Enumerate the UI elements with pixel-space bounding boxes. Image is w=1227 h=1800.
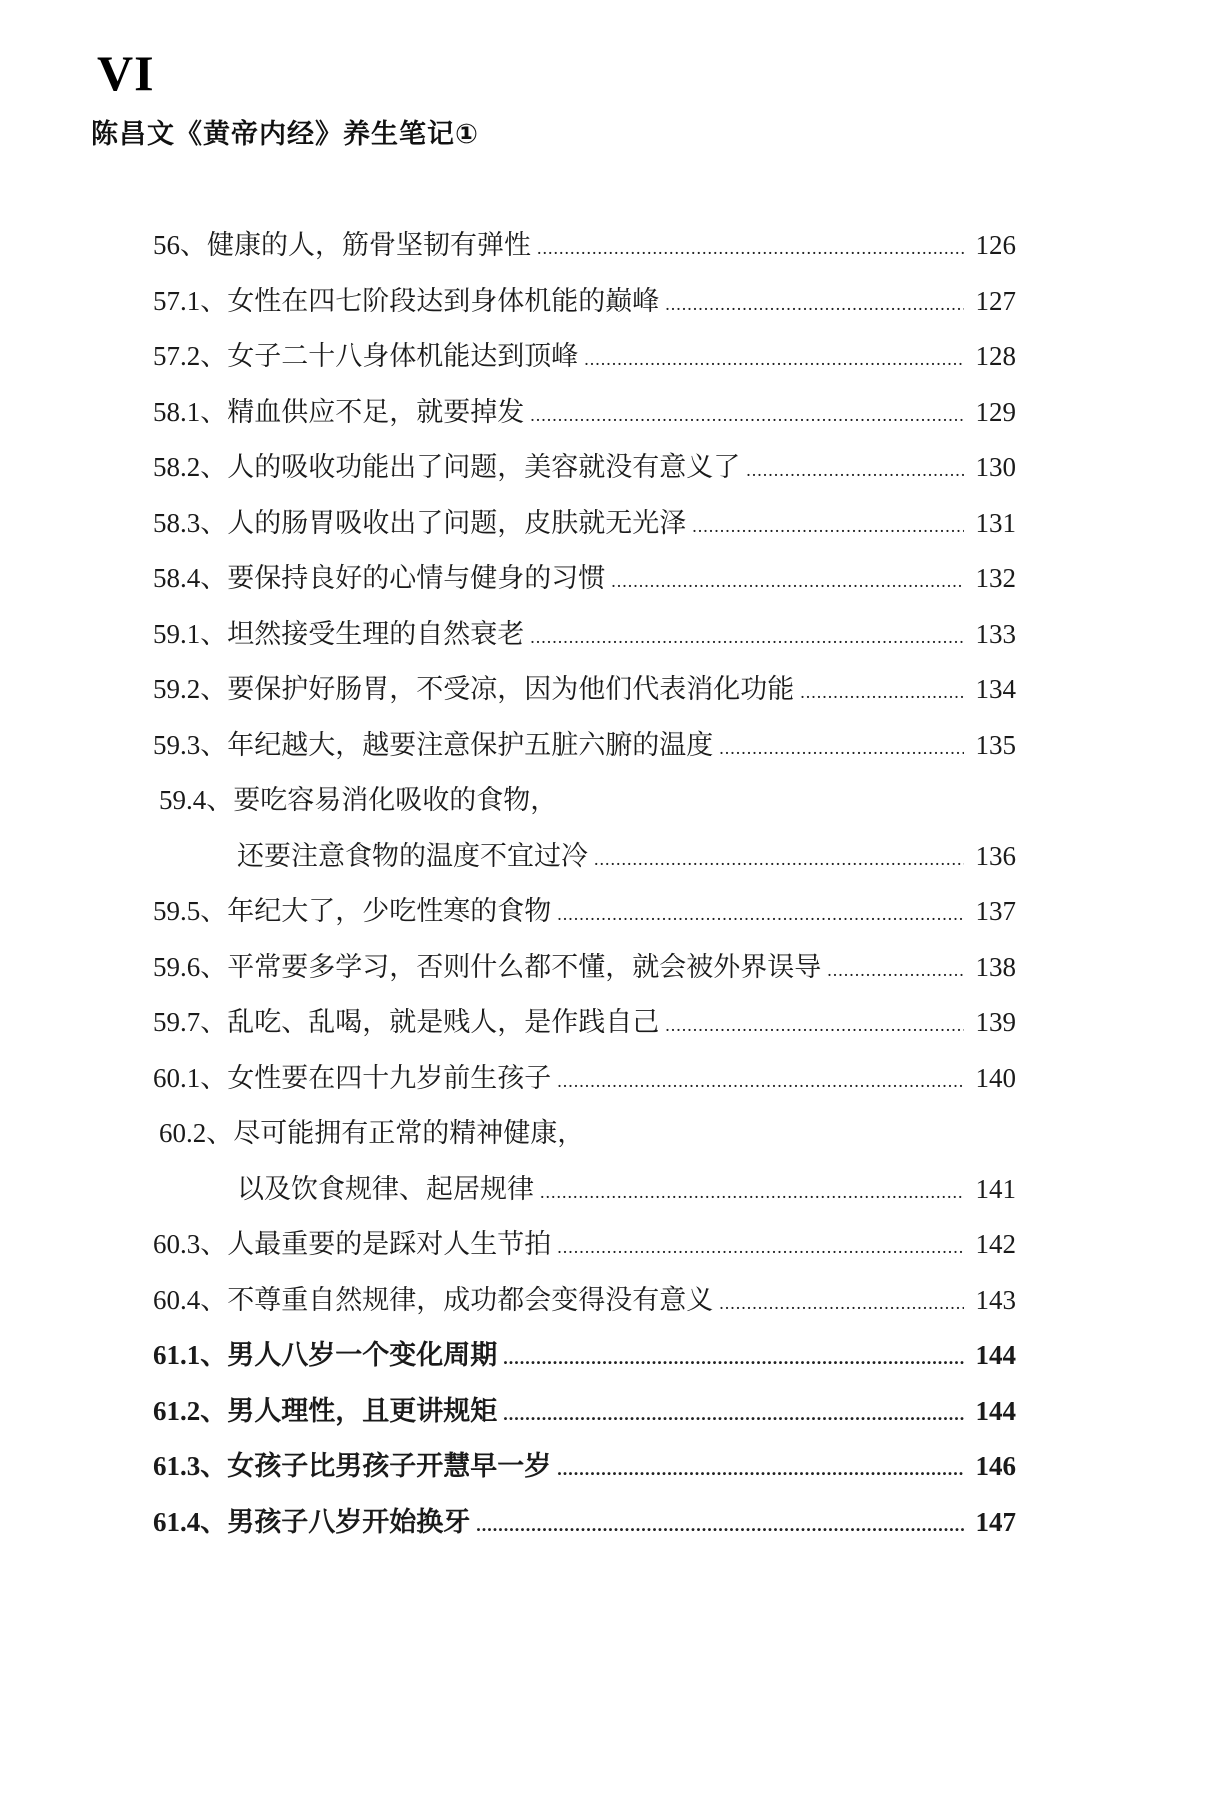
- leader-dots: [557, 1220, 964, 1276]
- toc-entry-number: 58.3、: [153, 507, 228, 538]
- toc-entry-number: 56、: [153, 230, 207, 260]
- leader-dots: [827, 943, 964, 999]
- toc-entry-page: 146: [975, 1451, 1016, 1481]
- toc-entry-page: 131: [975, 507, 1016, 538]
- leader-dots: [665, 998, 964, 1054]
- toc-entry-title: 女性要在四十九岁前生孩子: [227, 1062, 552, 1094]
- toc-entry: [153, 496, 1016, 552]
- toc-entry-page: 134: [975, 674, 1016, 704]
- toc-entry: [153, 1439, 1016, 1495]
- toc-entry: [153, 1106, 1016, 1162]
- toc-entry-page: 143: [975, 1284, 1016, 1315]
- toc-entry: [153, 329, 1016, 385]
- toc-entry-title: 健康的人，筋骨坚韧有弹性: [207, 230, 531, 261]
- page-number: VI: [97, 45, 155, 101]
- toc-entry-number: 59.3、: [153, 729, 228, 760]
- toc-entry-page: 132: [975, 563, 1016, 593]
- toc-entry-page: 141: [975, 1173, 1016, 1204]
- book-title: 陈昌文《黄帝内经》养生笔记①: [91, 119, 479, 150]
- toc-entry-number: 59.6、: [153, 951, 228, 982]
- toc-entry-number: 58.1、: [153, 396, 228, 427]
- toc-entry-title: 男人理性，且更讲规矩: [227, 1395, 498, 1427]
- toc-entry: [153, 1495, 1016, 1551]
- toc-entry-page: 139: [975, 1007, 1016, 1037]
- toc-entry-number: 58.4、: [153, 563, 228, 593]
- leader-dots: [537, 221, 964, 277]
- toc-entry-title-line2: 还要注意食物的温度不宜过冷: [237, 840, 588, 872]
- toc-entry-title: 精血供应不足，就要掉发: [227, 396, 525, 428]
- toc-entry: [153, 773, 1016, 829]
- toc-entry-page: 140: [975, 1062, 1016, 1093]
- toc-entry-title: 女性在四七阶段达到身体机能的巅峰: [227, 285, 660, 317]
- toc-entry-page: 126: [975, 230, 1016, 260]
- toc-entry-title: 要保护好肠胃，不受凉，因为他们代表消化功能: [227, 674, 795, 705]
- leader-dots: [530, 610, 964, 666]
- leader-dots: [800, 665, 964, 721]
- toc-entry-number: 61.2、: [153, 1395, 228, 1426]
- toc-entry-title: 乱吃、乱喝，就是贱人，是作践自己: [227, 1007, 660, 1038]
- table-of-contents: [153, 218, 1016, 1550]
- leader-dots: [594, 832, 964, 888]
- leader-dots: [665, 277, 964, 333]
- toc-entry-page: 135: [975, 729, 1016, 760]
- toc-entry-title: 年纪越大，越要注意保护五脏六腑的温度: [227, 729, 714, 761]
- leader-dots: [503, 1387, 964, 1443]
- leader-dots: [557, 1442, 964, 1498]
- leader-dots: [476, 1498, 964, 1554]
- leader-dots: [611, 554, 964, 610]
- leader-dots: [719, 721, 964, 777]
- toc-entry-number: 59.4、: [159, 785, 234, 815]
- toc-entry-page: 144: [975, 1340, 1016, 1370]
- toc-entry: [153, 940, 1016, 996]
- toc-entry-title-line2: 以及饮食规律、起居规律: [237, 1173, 534, 1205]
- toc-entry-number: 61.4、: [153, 1506, 228, 1537]
- toc-entry-number: 59.2、: [153, 674, 228, 704]
- toc-entry-title: 要吃容易消化吸收的食物，: [233, 785, 558, 816]
- toc-entry-page: 136: [975, 840, 1016, 871]
- leader-dots: [503, 1331, 964, 1387]
- toc-entry-page: 130: [975, 452, 1016, 482]
- toc-entry-title: 人的肠胃吸收出了问题，皮肤就无光泽: [227, 507, 687, 539]
- toc-entry-page: 142: [975, 1229, 1016, 1259]
- toc-entry: [153, 1384, 1016, 1440]
- toc-entry-number: 59.5、: [153, 896, 228, 926]
- toc-entry-page: 133: [975, 618, 1016, 649]
- leader-dots: [692, 499, 964, 555]
- toc-entry-number: 61.3、: [153, 1451, 228, 1481]
- toc-entry-title: 不尊重自然规律，成功都会变得没有意义: [227, 1284, 714, 1316]
- toc-entry-page: 137: [975, 896, 1016, 926]
- toc-entry-continuation: [153, 1162, 1016, 1218]
- toc-entry-page: 127: [975, 285, 1016, 316]
- toc-entry-title: 平常要多学习，否则什么都不懂，就会被外界误导: [227, 951, 822, 983]
- toc-entry-page: 128: [975, 341, 1016, 371]
- toc-entry: [153, 551, 1016, 607]
- toc-entry-number: 61.1、: [153, 1340, 228, 1370]
- leader-dots: [719, 1276, 964, 1332]
- toc-entry-number: 60.3、: [153, 1229, 228, 1259]
- leader-dots: [584, 332, 964, 388]
- toc-entry: [153, 1328, 1016, 1384]
- toc-entry-number: 59.7、: [153, 1007, 228, 1037]
- toc-entry: [153, 274, 1016, 330]
- leader-dots: [557, 887, 964, 943]
- leader-dots: [530, 388, 964, 444]
- toc-entry-page: 144: [975, 1395, 1016, 1426]
- toc-entry-number: 60.1、: [153, 1062, 228, 1093]
- toc-entry: [153, 662, 1016, 718]
- toc-entry-title: 女孩子比男孩子开慧早一岁: [227, 1451, 552, 1482]
- leader-dots: [746, 443, 964, 499]
- toc-entry: [153, 218, 1016, 274]
- toc-entry-number: 60.2、: [159, 1118, 234, 1148]
- toc-entry-number: 57.1、: [153, 285, 228, 316]
- toc-entry-title: 坦然接受生理的自然衰老: [227, 618, 525, 650]
- toc-entry: [153, 385, 1016, 441]
- toc-entry: [153, 1051, 1016, 1107]
- toc-entry-page: 129: [975, 396, 1016, 427]
- toc-entry: [153, 718, 1016, 774]
- toc-entry-page: 147: [975, 1506, 1016, 1537]
- toc-entry-title: 年纪大了，少吃性寒的食物: [227, 896, 552, 927]
- toc-entry-title: 男孩子八岁开始换牙: [227, 1506, 471, 1538]
- toc-entry-title: 尽可能拥有正常的精神健康，: [233, 1118, 585, 1149]
- toc-entry: [153, 607, 1016, 663]
- leader-dots: [540, 1165, 964, 1221]
- toc-entry-title: 人最重要的是踩对人生节拍: [227, 1229, 552, 1260]
- toc-entry-title: 人的吸收功能出了问题，美容就没有意义了: [227, 452, 741, 483]
- toc-entry-number: 57.2、: [153, 341, 228, 371]
- toc-entry: [153, 1273, 1016, 1329]
- toc-entry: [153, 884, 1016, 940]
- toc-entry-page: 138: [975, 951, 1016, 982]
- toc-entry: [153, 1217, 1016, 1273]
- toc-entry: [153, 440, 1016, 496]
- toc-entry-number: 58.2、: [153, 452, 228, 482]
- toc-entry-number: 59.1、: [153, 618, 228, 649]
- toc-entry: [153, 995, 1016, 1051]
- leader-dots: [557, 1054, 964, 1110]
- toc-entry-continuation: [153, 829, 1016, 885]
- toc-entry-title: 女子二十八身体机能达到顶峰: [227, 341, 579, 372]
- toc-entry-title: 男人八岁一个变化周期: [227, 1340, 498, 1371]
- toc-entry-title: 要保持良好的心情与健身的习惯: [227, 563, 606, 594]
- toc-entry-number: 60.4、: [153, 1284, 228, 1315]
